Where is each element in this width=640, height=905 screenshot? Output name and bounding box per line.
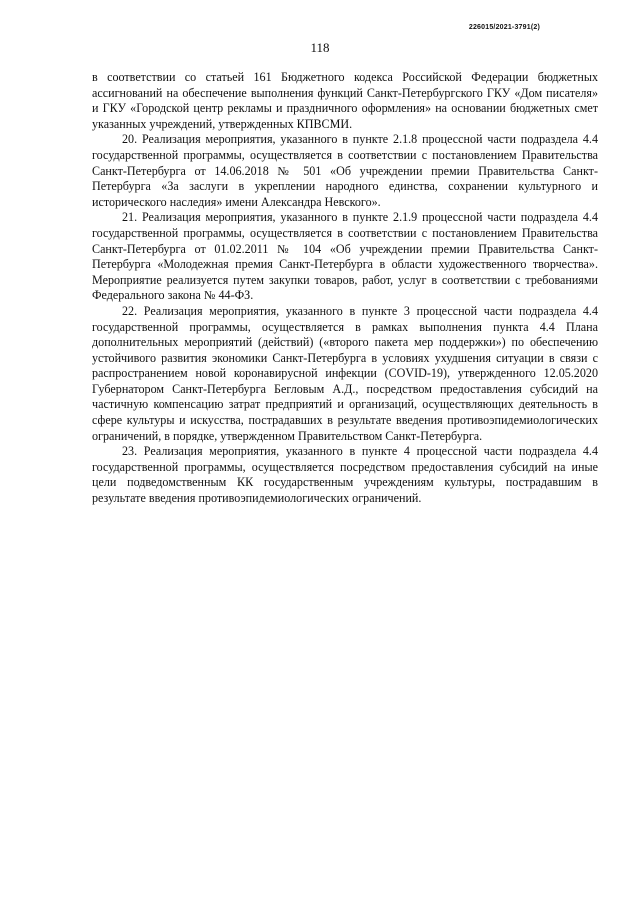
page-number: 118 [310,40,330,55]
paragraph-continuation: в соответствии со статьей 161 Бюджетного кодекса Российской Федерации бюджетных ассигнований на обеспечение выполнения функций Санкт-Петербургского ГКУ «Дом писателя» и ГКУ «Городской центр рекламы и праздничного оформления» на основании бюджетных смет указанных учреждений, утвержденных КПВСМИ. [92,70,598,131]
paragraph-item-21: 21. Реализация мероприятия, указанного в пункте 2.1.9 процессной части подраздела 4.4 государственной программы, осуществляется в соответствии с постановлением Правительства Санкт-Петербурга от 01.02.2011 № 104 «Об учреждении премии Правительства Санкт-Петербурга «Молодежная премия Санкт-Петербурга в области художественного творчества». Мероприятие реализуется путем закупки товаров, работ, услуг в соответствии с требованиями Федерального закона № 44-ФЗ. [92,210,598,303]
document-body [92,70,598,507]
paragraph-item-20: 20. Реализация мероприятия, указанного в пункте 2.1.8 процессной части подраздела 4.4 государственной программы, осуществляется в соответствии с постановлением Правительства Санкт-Петербурга от 14.06.2018 № 501 «Об учреждении премии Правительства Санкт-Петербурга «За заслуги в укреплении народного единства, сохранении культурного и исторического наследия» имени Александра Невского». [92,132,598,209]
paragraph-item-23: 23. Реализация мероприятия, указанного в пункте 4 процессной части подраздела 4.4 государственной программы, осуществляется посредством предоставления субсидий на иные цели подведомственным КК государственным учреждениям культуры, пострадавшим в результате введения противоэпидемиологических ограничений. [92,444,598,506]
document-registration-number: 226015/2021-3791(2) [468,24,540,31]
paragraph-item-22: 22. Реализация мероприятия, указанного в пункте 3 процессной части подраздела 4.4 государственной программы, осуществляется в рамках выполнения пункта 4.4 Плана дополнительных мероприятий (действий) («второго пакета мер поддержки») по обеспечению устойчивого развития экономики Санкт-Петербурга в условиях ухудшения ситуации в связи с распространением новой коронавирусной инфекции (COVID-19), утвержденного 12.05.2020 Губернатором Санкт-Петербурга Бегловым А.Д., посредством предоставления субсидий на частичную компенсацию затрат предприятий и организаций, осуществляющих деятельность в сфере культуры и искусства, пострадавших в результате введения противоэпидемиологических ограничений, в порядке, утвержденном Правительством Санкт-Петербурга. [92,303,598,443]
